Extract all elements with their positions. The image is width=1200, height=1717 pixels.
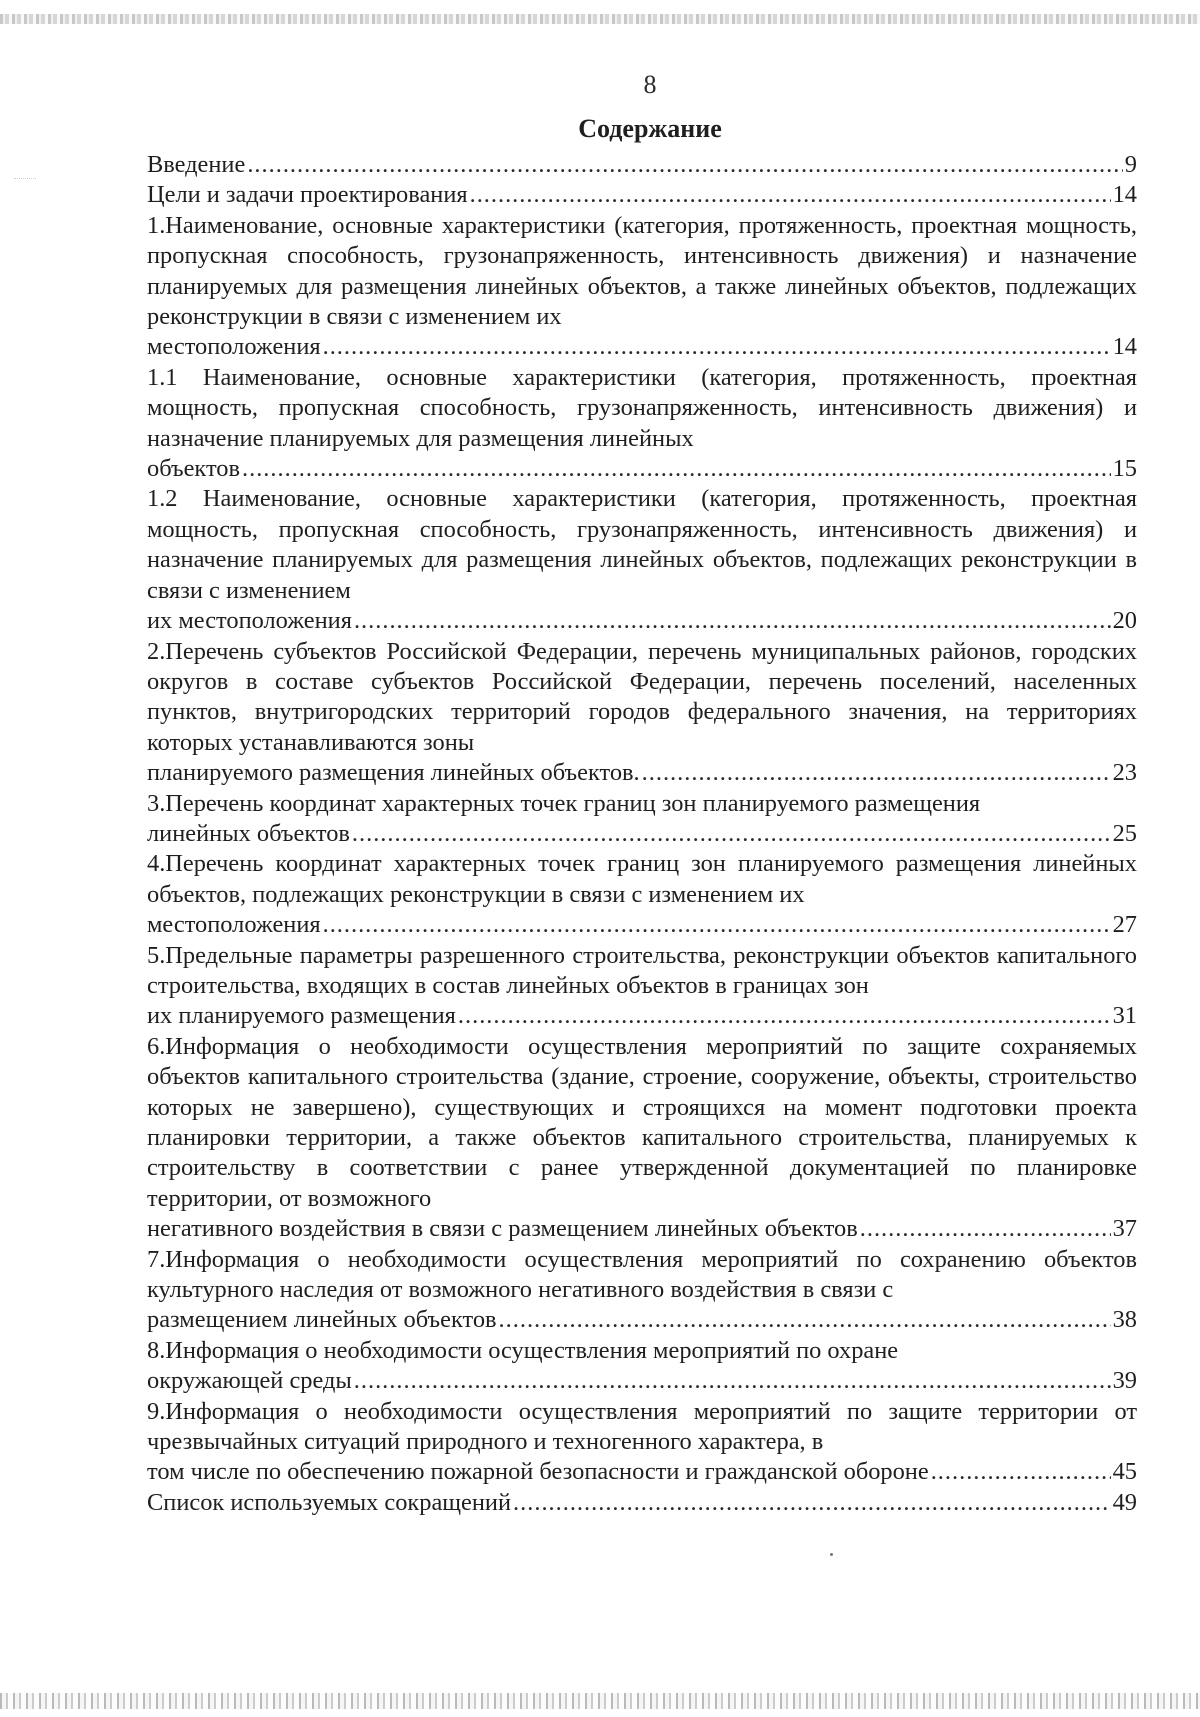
toc-entry-label: том числе по обеспечению пожарной безопасности и гражданской обороне [147,1458,929,1486]
toc-entry-label: Введение [147,151,246,178]
toc-entry [147,1336,1137,1397]
toc-entry [147,150,1137,180]
toc-dot-leader [458,1001,1111,1031]
toc-dot-leader [352,819,1111,849]
toc-entry-last-line [147,910,1137,940]
toc-entry-text: 7.Информация о необходимости осуществления мероприятий по сохранению объектов культурного наследия от возможного негативного воздействия в связи с [147,1245,1137,1304]
toc-entry-last-line [147,1305,1137,1335]
toc-entry-last-line [147,1488,1137,1518]
toc-entry-text: 6.Информация о необходимости осуществления мероприятий по защите сохраняемых объектов капитального строительства (здание, строение, сооружение, объекты, строительство которых не завершено), существующих и строящихся на момент подготовки проекта планировки территории, а также объектов капитального строительства, планируемых к строительству в соответствии с ранее утвержденной документацией по планировке территории, от возможного [147,1032,1137,1212]
scan-artifact [14,178,36,187]
toc-entry-last-line [147,606,1137,636]
toc-entry-text: 4.Перечень координат характерных точек границ зон планируемого размещения линейных объектов, подлежащих реконструкции в связи с изменением их [147,850,1137,908]
toc-dot-leader [513,1488,1111,1518]
toc-entry-last-line [147,150,1137,180]
toc-entry [147,211,1137,363]
toc-entry-label: планируемого размещения линейных объектов. [147,759,640,787]
scan-edge-bottom [0,1693,1200,1709]
toc-dot-leader [499,1305,1111,1335]
toc-page-number: 39 [1112,1367,1137,1395]
toc-dot-leader [354,606,1111,636]
toc-entry-label: Список используемых сокращений [147,1488,512,1516]
toc-dot-leader [642,758,1111,788]
page-number: 8 [643,70,657,99]
toc-entry-label: линейных объектов [147,819,350,847]
toc-entry-last-line [147,332,1137,362]
toc-entry-last-line [147,1366,1137,1396]
toc-dot-leader [354,1366,1111,1396]
toc-dot-leader [860,1214,1111,1244]
toc-entry-text: 9.Информация о необходимости осуществления мероприятий по защите территории от чрезвычайных ситуаций природного и техногенного характера, в [147,1397,1137,1456]
toc-entry [147,1032,1137,1245]
toc-entry-text: 1.Наименование, основные характеристики (категория, протяженность, проектная мощность, пропускная способность, грузонапряженность, интенсивность движения) и назначение планируемых для размещения линейных объектов, а также линейных объектов, подлежащих реконструкции в связи с изменением их [147,211,1137,331]
toc-entry-last-line [147,180,1137,210]
toc-page-number: 31 [1112,1002,1137,1030]
toc-entry-text: 8.Информация о необходимости осуществления мероприятий по охране [147,1336,899,1364]
toc-entry [147,941,1137,1032]
toc-dot-leader [323,332,1111,362]
toc-entry-last-line [147,758,1137,788]
toc-entry [147,849,1137,940]
toc-entry [147,180,1137,210]
toc-page-number: 25 [1112,819,1137,847]
toc-entry-label: размещением линейных объектов [147,1306,497,1334]
toc-entry [147,1397,1137,1488]
toc-entry-label: их планируемого размещения [147,1002,456,1030]
toc-page-number: 38 [1112,1306,1137,1334]
toc-page-number: 49 [1112,1488,1137,1516]
toc-entry-label: местоположения [147,911,321,939]
scan-speck [830,1553,833,1556]
toc-entry-last-line [147,1001,1137,1031]
toc-entry-text: 5.Предельные параметры разрешенного строительства, реконструкции объектов капитального строительства, входящих в состав линейных объектов в границах зон [147,941,1137,999]
toc-entry-label: местоположения [147,333,321,361]
toc-entry-text: 1.2 Наименование, основные характеристики (категория, протяженность, проектная мощность, пропускная способность, грузонапряженность, интенсивность движения) и назначение планируемых для размещения линейных объектов, подлежащих реконструкции в связи с изменением [147,485,1137,604]
toc-entry-label: негативного воздействия в связи с размещением линейных объектов [147,1215,858,1243]
toc-entry [147,789,1137,850]
toc-page-number: 45 [1112,1458,1137,1486]
toc-entry [147,1245,1137,1336]
toc-entry [147,484,1137,636]
scan-edge-top [0,14,1200,24]
toc-page-number: 15 [1112,455,1137,483]
toc-entry-last-line [147,454,1137,484]
toc-entry [147,637,1137,789]
toc-page-number: 37 [1112,1215,1137,1243]
toc-entry-label: окружающей среды [147,1367,352,1395]
toc-entry-text: 1.1 Наименование, основные характеристики (категория, протяженность, проектная мощность, пропускная способность, грузонапряженность, интенсивность движения) и назначение планируемых для размещения линейных [147,363,1137,452]
toc-page-number: 9 [1124,151,1137,178]
toc-dot-leader [323,910,1111,940]
toc-dot-leader [247,150,1122,180]
toc-page-number: 23 [1112,759,1137,787]
toc-entry-label: объектов [147,455,241,483]
toc-dot-leader [242,454,1111,484]
toc-dot-leader [470,180,1111,210]
toc-page-number: 14 [1112,181,1137,209]
toc-entry-label: Цели и задачи проектирования [147,181,468,209]
page-title: Содержание [578,114,722,143]
toc-page-number: 20 [1112,607,1137,635]
toc-page-number: 27 [1112,911,1137,939]
table-of-contents [147,150,1137,1518]
toc-entry-label: их местоположения [147,607,352,635]
toc-entry-last-line [147,819,1137,849]
toc-page-number: 14 [1112,333,1137,361]
toc-entry-text: 3.Перечень координат характерных точек границ зон планируемого размещения [147,789,981,817]
toc-entry [147,1488,1137,1518]
toc-entry-last-line [147,1214,1137,1244]
toc-entry-last-line [147,1457,1137,1487]
toc-entry-text: 2.Перечень субъектов Российской Федерации, перечень муниципальных районов, городских округов в составе субъектов Российской Федерации, перечень поселений, населенных пунктов, внутригородских территорий городов федерального значения, на территориях которых устанавливаются зоны [147,637,1137,756]
toc-entry [147,363,1137,485]
toc-dot-leader [931,1457,1111,1487]
